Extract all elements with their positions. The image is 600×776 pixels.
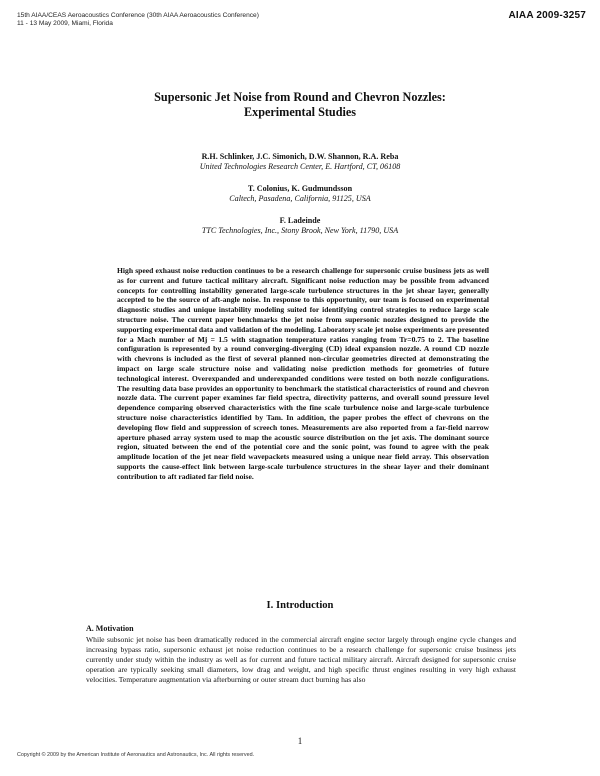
title-line-2: Experimental Studies bbox=[243, 105, 357, 119]
conference-name: 15th AIAA/CEAS Aeroacoustics Conference (30th AIAA Aeroacoustics Conference) bbox=[17, 12, 259, 19]
paper-number: AIAA 2009-3257 bbox=[508, 10, 586, 21]
author-names: T. Colonius, K. Gudmundsson bbox=[247, 184, 353, 193]
author-affiliation: TTC Technologies, Inc., Stony Brook, New York, 11790, USA bbox=[201, 226, 399, 235]
author-group-2 bbox=[0, 184, 600, 204]
paper-title bbox=[0, 90, 600, 120]
copyright-notice: Copyright © 2009 by the American Institute of Aeronautics and Astronautics, Inc. All rights reserved. bbox=[17, 752, 255, 758]
author-names: F. Ladeinde bbox=[279, 216, 321, 225]
title-line-1: Supersonic Jet Noise from Round and Chevron Nozzles: bbox=[154, 90, 446, 104]
subsection-heading: A. Motivation bbox=[86, 624, 134, 633]
page-number: 1 bbox=[297, 736, 303, 746]
section-heading: I. Introduction bbox=[266, 600, 334, 611]
body-paragraph: While subsonic jet noise has been dramatically reduced in the commercial aircraft engine sector largely through engine cycle changes and increasing bypass ratio, supersonic exhaust jet noise reduction continues to be a research challenge for supersonic cruise business jets currently under study within the industry as well as for current and future tactical military aircraft. Aircraft designed for supersonic cruise operation are typically seeking small diameters, low drag and weight, and high specific thrust engines resulting in very high exhaust velocities. Temperature augmentation via afterburning or outer stream duct burning has also bbox=[86, 635, 516, 685]
conference-header bbox=[17, 12, 259, 28]
author-affiliation: United Technologies Research Center, E. Hartford, CT, 06108 bbox=[199, 162, 401, 171]
abstract-text: High speed exhaust noise reduction continues to be a research challenge for supersonic cruise business jets as well as for current and future tactical military aircraft. Significant noise reduction may be possible from advanced concepts for controlling instability generated large-scale turbulence structures in the jet shear layer, generally accepted to be the source of aft-angle noise. In response to this opportunity, our team is focused on experimental diagnostic studies and unique instability modeling suited for identifying control strategies to reduce large scale structure noise. The current paper benchmarks the jet noise from supersonic nozzles designed to provide the supporting experimental data and validation of the modeling. Laboratory scale jet noise experiments are presented for a Mach number of Mj = 1.5 with stagnation temperature ratios ranging from Tr=0.75 to 2. The baseline configuration is represented by a round converging-diverging (CD) ideal expansion nozzle. A round CD nozzle with chevrons is included as the first of several planned non-circular geometries directed at demonstrating the impact on large scale structure noise and validating noise prediction methods for geometries of future technological interest. Overexpanded and underexpanded conditions were tested on both nozzle configurations. The resulting data base provides an opportunity to benchmark the statistical characteristics of round and chevron nozzle data. The current paper examines far field spectra, directivity patterns, and overall sound pressure level dependence comparing observed characteristics with the fine scale turbulence noise and large-scale turbulence structure noise characteristics identified by Tam. In addition, the paper probes the effect of chevrons on the developing flow field and suppression of screech tones. Measurements are also reported from a far-field narrow aperture phased array system used to map the acoustic source distribution on the jet axis. The dominant source region, situated between the end of the potential core and the sonic point, was found to agree with the peak amplitude location of the jet near field wavepackets measured using a unique near field array. This observation supports the cause-effect link between large-scale turbulence structures in the shear layer and their dominant contribution to aft radiated far field noise. bbox=[117, 266, 489, 481]
conference-date-location: 11 - 13 May 2009, Miami, Florida bbox=[17, 20, 113, 27]
author-group-3 bbox=[0, 216, 600, 236]
author-names: R.H. Schlinker, J.C. Simonich, D.W. Shannon, R.A. Reba bbox=[201, 152, 399, 161]
author-group-1 bbox=[0, 152, 600, 172]
author-affiliation: Caltech, Pasadena, California, 91125, USA bbox=[229, 194, 371, 203]
